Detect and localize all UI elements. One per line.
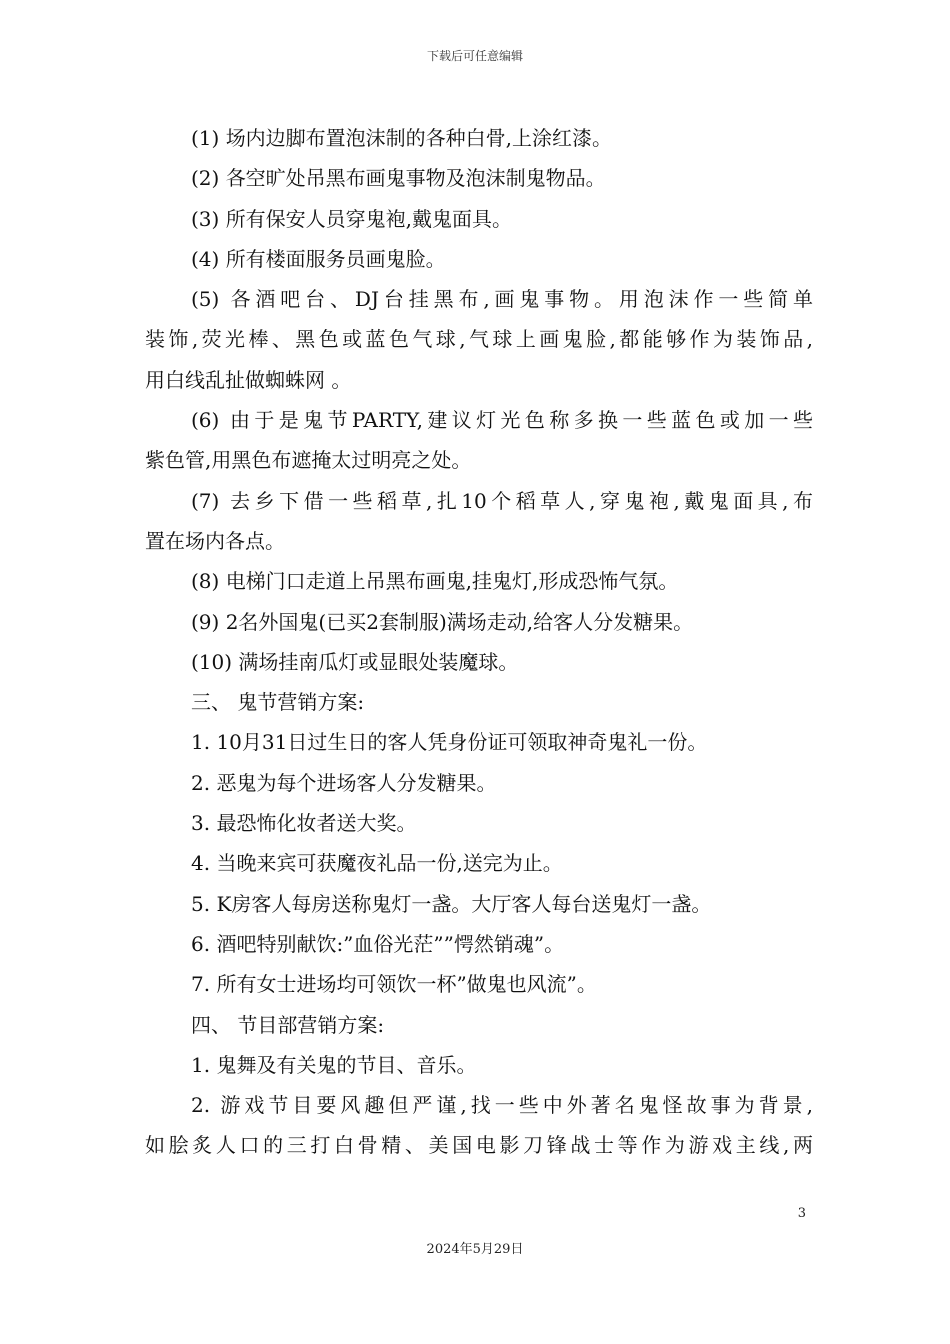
list-item-7-line-2: 置在场内各点。 (145, 528, 285, 553)
list-item-6-line-2: 紫色管,用黑色布遮掩太过明亮之处。 (145, 448, 472, 473)
section-heading-3: 三、 鬼节营销方案: (191, 690, 365, 715)
list-item-9: (9) 2名外国鬼(已买2套制服)满场走动,给客人分发糖果。 (191, 609, 694, 634)
marketing-item-1: 1. 10月31日过生日的客人凭身份证可领取神奇鬼礼一份。 (191, 730, 708, 755)
list-item-5-line-2: 装饰,荧光棒、黑色或蓝色气球,气球上画鬼脸,都能够作为装饰品, (145, 327, 813, 352)
section-heading-4: 四、 节目部营销方案: (191, 1012, 385, 1037)
list-item-10: (10) 满场挂南瓜灯或显眼处装魔球。 (191, 649, 519, 674)
list-item-7-line-1: (7) 去乡下借一些稻草,扎10个稻草人,穿鬼袍,戴鬼面具,布 (191, 488, 813, 513)
list-item-6-line-1: (6) 由于是鬼节PARTY,建议灯光色称多换一些蓝色或加一些 (191, 408, 813, 433)
marketing-item-2: 2. 恶鬼为每个进场客人分发糖果。 (191, 770, 497, 795)
document-body (145, 118, 813, 1166)
program-item-1: 1. 鬼舞及有关鬼的节目、音乐。 (191, 1052, 477, 1077)
list-item-1: (1) 场内边脚布置泡沫制的各种白骨,上涂红漆。 (191, 126, 613, 150)
program-item-2-line-1: 2. 游戏节目要风趣但严谨,找一些中外著名鬼怪故事为背景, (191, 1093, 813, 1118)
page-number: 3 (797, 1206, 806, 1221)
list-item-4: (4) 所有楼面服务员画鬼脸。 (191, 246, 446, 271)
page-footer-date: 2024年5月29日 (426, 1242, 524, 1257)
list-item-5-line-1: (5) 各酒吧台、DJ台挂黑布,画鬼事物。用泡沫作一些简单 (191, 287, 813, 312)
list-item-8: (8) 电梯门口走道上吊黑布画鬼,挂鬼灯,形成恐怖气氛。 (191, 569, 679, 594)
list-item-5-line-3: 用白线乱扯做蜘蛛网 。 (145, 367, 352, 392)
marketing-item-5: 5. K房客人每房送称鬼灯一盏。大厅客人每台送鬼灯一盏。 (191, 891, 712, 916)
marketing-item-4: 4. 当晚来宾可获魔夜礼品一份,送完为止。 (191, 851, 563, 876)
page-header: 下载后可任意编辑 (426, 49, 523, 63)
program-item-2-line-2: 如脍炙人口的三打白骨精、美国电影刀锋战士等作为游戏主线,两 (145, 1133, 813, 1158)
list-item-2: (2) 各空旷处吊黑布画鬼事物及泡沫制鬼物品。 (191, 166, 606, 191)
marketing-item-6: 6. 酒吧特别献饮:”血俗光茫””愕然销魂”。 (191, 931, 565, 956)
list-item-3: (3) 所有保安人员穿鬼袍,戴鬼面具。 (191, 206, 513, 231)
marketing-item-7: 7. 所有女士进场均可领饮一杯”做鬼也风流”。 (191, 972, 597, 997)
marketing-item-3: 3. 最恐怖化妆者送大奖。 (191, 811, 417, 836)
